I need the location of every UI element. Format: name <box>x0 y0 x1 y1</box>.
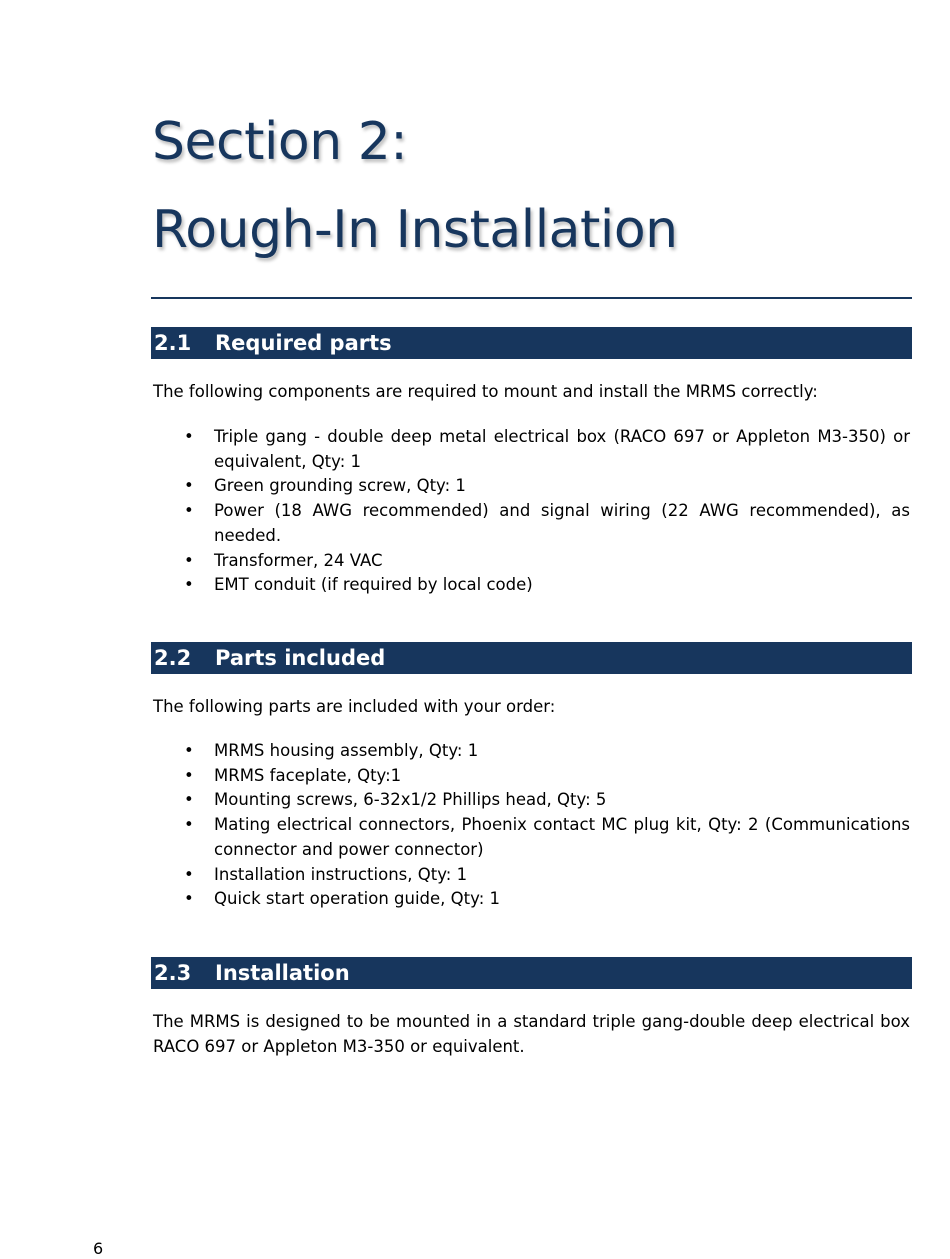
bullet-icon: • <box>184 550 194 570</box>
list-item <box>153 764 910 789</box>
list-item <box>153 863 910 888</box>
list-item <box>153 739 910 764</box>
list-item <box>153 499 910 548</box>
list-item-text: Installation instructions, Qty: 1 <box>214 864 468 884</box>
list-item-text: Mounting screws, 6-32x1/2 Phillips head, Qty: 5 <box>214 790 607 810</box>
bullet-icon: • <box>184 889 194 909</box>
list-item-text: Quick start operation guide, Qty: 1 <box>214 889 500 909</box>
page-number: 6 <box>93 1239 104 1258</box>
title-line-2: Rough-In Installation <box>152 200 678 260</box>
list-item-text: Green grounding screw, Qty: 1 <box>214 476 466 496</box>
bullet-icon: • <box>184 741 194 760</box>
title-line-1: Section 2: <box>152 112 408 172</box>
list-item <box>153 425 910 474</box>
bullet-icon: • <box>184 765 194 785</box>
bullet-icon: • <box>184 575 194 595</box>
section-heading-required-parts <box>151 327 912 359</box>
parts-included-list <box>153 739 910 912</box>
list-item-text: EMT conduit (if required by local code) <box>214 575 533 595</box>
bullet-icon: • <box>184 815 194 835</box>
bullet-icon: • <box>184 501 194 521</box>
list-item <box>153 474 910 499</box>
list-item-text: MRMS housing assembly, Qty: 1 <box>214 741 479 760</box>
list-item <box>153 813 910 862</box>
section-heading-parts-included <box>151 642 912 674</box>
required-parts-list <box>153 425 910 598</box>
section-number: 2.1 <box>154 331 192 355</box>
list-item <box>153 549 910 574</box>
list-item <box>153 887 910 912</box>
bullet-icon: • <box>184 476 194 496</box>
bullet-icon: • <box>184 864 194 884</box>
section-heading-installation <box>151 957 912 989</box>
section-title: Installation <box>215 961 350 985</box>
parts-included-intro: The following parts are included with your order: <box>153 697 556 716</box>
page-title <box>152 98 912 274</box>
section-number: 2.2 <box>154 646 192 670</box>
required-parts-intro: The following components are required to mount and install the MRMS correctly: <box>153 382 818 401</box>
section-title: Required parts <box>215 331 392 355</box>
list-item-text: Transformer, 24 VAC <box>214 550 383 570</box>
list-item-text: Mating electrical connectors, Phoenix contact MC plug kit, Qty: 2 (Communications connector and power connector) <box>214 815 910 859</box>
bullet-icon: • <box>184 427 194 446</box>
installation-body: The MRMS is designed to be mounted in a standard triple gang-double deep electrical box RACO 697 or Appleton M3-350 or equivalent. <box>153 1012 910 1056</box>
section-number: 2.3 <box>154 961 192 985</box>
list-item-text: Triple gang - double deep metal electrical box (RACO 697 or Appleton M3-350) or equivalent, Qty: 1 <box>214 427 910 471</box>
title-divider <box>151 297 912 299</box>
list-item <box>153 788 910 813</box>
section-title: Parts included <box>215 646 386 670</box>
list-item-text: MRMS faceplate, Qty:1 <box>214 765 402 785</box>
list-item-text: Power (18 AWG recommended) and signal wiring (22 AWG recommended), as needed. <box>214 501 910 545</box>
bullet-icon: • <box>184 790 194 810</box>
list-item <box>153 573 910 598</box>
